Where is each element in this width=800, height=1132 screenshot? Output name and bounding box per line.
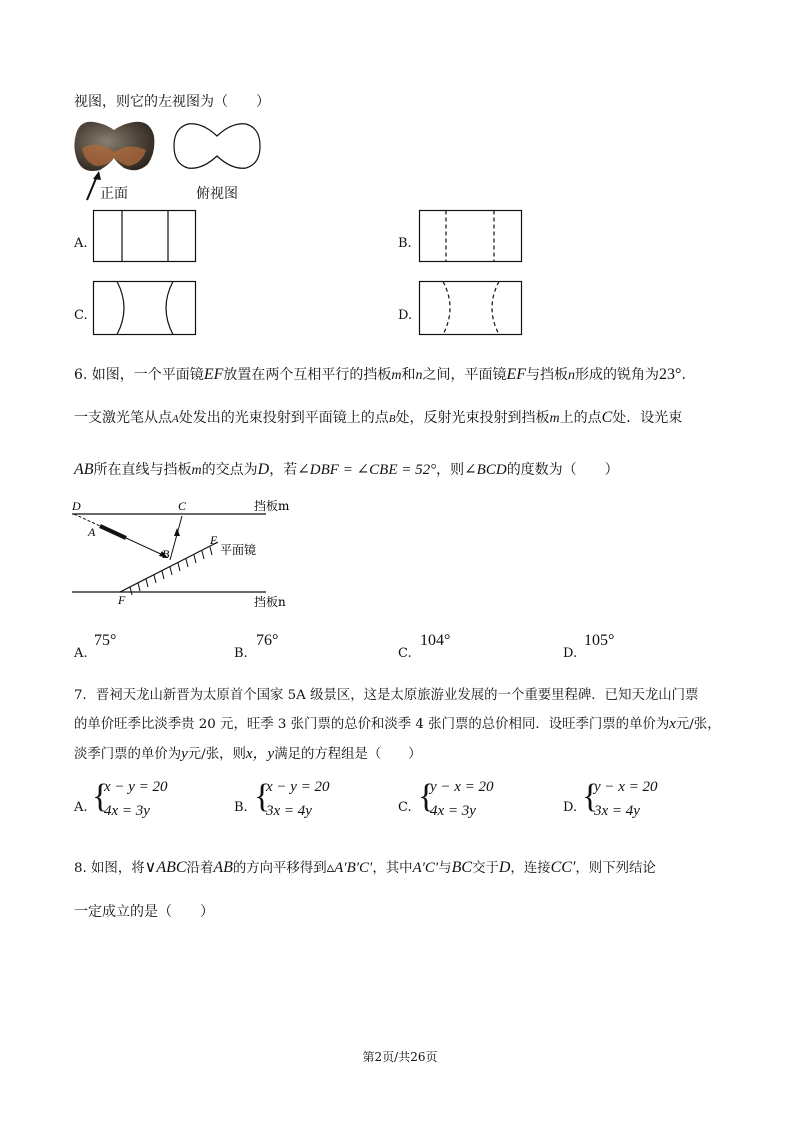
q6-option-b-label[interactable]: B. xyxy=(234,646,248,661)
q7-option-d-brace: { xyxy=(582,778,599,815)
fig-label-b: B xyxy=(162,547,170,561)
fig-label-board-n: 挡板n xyxy=(254,595,286,609)
q5-option-d-drawing[interactable] xyxy=(419,281,523,337)
q5-option-c-label[interactable]: C. xyxy=(74,308,88,323)
q7-stem-line1: 7．晋祠天龙山新晋为太原首个国家 5A 级景区，这是太原旅游业发展的一个重要里程碑．已知天龙山门票 xyxy=(74,688,699,703)
q7-option-d-eq1[interactable]: y − x = 20 xyxy=(594,779,658,795)
fig-label-board-m: 挡板m xyxy=(254,499,290,513)
q6-stem-line3: AB所在直线与挡板m的交点为D，若∠DBF = ∠CBE = 52°，则∠BCD的度数为（ ） xyxy=(74,461,619,478)
q7-option-c-label[interactable]: C. xyxy=(398,800,412,815)
q7-option-d-label[interactable]: D. xyxy=(563,800,578,815)
q7-option-b-eq1[interactable]: x − y = 20 xyxy=(266,779,330,795)
q8-stem-line2: 一定成立的是（ ） xyxy=(74,904,214,920)
q5-option-b-label[interactable]: B. xyxy=(398,236,412,251)
q7-option-b-brace: { xyxy=(254,778,271,815)
q7-option-c-eq1[interactable]: y − x = 20 xyxy=(430,779,494,795)
q5-option-d-label[interactable]: D. xyxy=(398,308,413,323)
q7-option-a-label[interactable]: A. xyxy=(74,800,88,815)
q6-option-a-label[interactable]: A. xyxy=(74,646,88,661)
q5-option-c-drawing[interactable] xyxy=(93,281,197,337)
q7-option-b-eq2[interactable]: 3x = 4y xyxy=(266,803,312,819)
fig-label-mirror: 平面镜 xyxy=(220,543,257,557)
q5-option-a-drawing[interactable] xyxy=(93,210,197,264)
q7-option-a-eq1[interactable]: x − y = 20 xyxy=(104,779,168,795)
q7-option-a-brace: { xyxy=(92,778,109,815)
q7-option-d-eq2[interactable]: 3x = 4y xyxy=(594,803,640,819)
fig-label-d: D xyxy=(72,499,81,513)
q6-option-d-value[interactable]: 105° xyxy=(584,632,615,649)
q6-figure xyxy=(70,496,310,608)
page-footer: 第2页/共26页 xyxy=(362,1050,438,1064)
q7-option-c-eq2[interactable]: 4x = 3y xyxy=(430,803,476,819)
fig-label-a: A xyxy=(88,525,96,539)
q6-stem-line2: 一支激光笔从点A处发出的光束投射到平面镜上的点B处，反射光束投射到挡板m上的点C处．设光束 xyxy=(74,409,683,426)
q6-stem-line1: 6. 如图，一个平面镜EF放置在两个互相平行的挡板m和n之间，平面镜EF与挡板n形成的锐角为23°. xyxy=(74,366,686,383)
q7-stem-line3: 淡季门票的单价为y元/张，则x，y满足的方程组是（ ） xyxy=(74,746,422,762)
top-view-label: 俯视图 xyxy=(196,186,238,202)
q6-option-b-value[interactable]: 76° xyxy=(256,632,279,649)
q7-option-b-label[interactable]: B. xyxy=(234,800,248,815)
object-photo xyxy=(72,118,156,174)
q5-stem-tail: 视图，则它的左视图为（ ） xyxy=(74,94,270,110)
q6-option-c-value[interactable]: 104° xyxy=(420,632,451,649)
q7-option-c-brace: { xyxy=(418,778,435,815)
fig-label-c: C xyxy=(178,499,187,513)
q6-option-c-label[interactable]: C. xyxy=(398,646,412,661)
fig-label-e: E xyxy=(210,533,218,547)
fig-label-f: F xyxy=(118,593,126,607)
q6-option-a-value[interactable]: 75° xyxy=(94,632,117,649)
top-view-drawing xyxy=(172,120,262,172)
q7-stem-line2: 的单价旺季比淡季贵 20 元，旺季 3 张门票的总价和淡季 4 张门票的总价相同．设旺季门票的单价为x元/张， xyxy=(74,716,721,732)
q5-option-b-drawing[interactable] xyxy=(419,210,523,264)
front-label: 正面 xyxy=(100,186,128,202)
q8-stem-line1: 8. 如图，将∨ABC沿着AB的方向平移得到▵A′B′C′，其中A′C′与BC交于D，连接CC′，则下列结论 xyxy=(74,859,656,876)
q6-option-d-label[interactable]: D. xyxy=(563,646,578,661)
q5-option-a-label[interactable]: A. xyxy=(74,236,88,251)
q7-option-a-eq2[interactable]: 4x = 3y xyxy=(104,803,150,819)
